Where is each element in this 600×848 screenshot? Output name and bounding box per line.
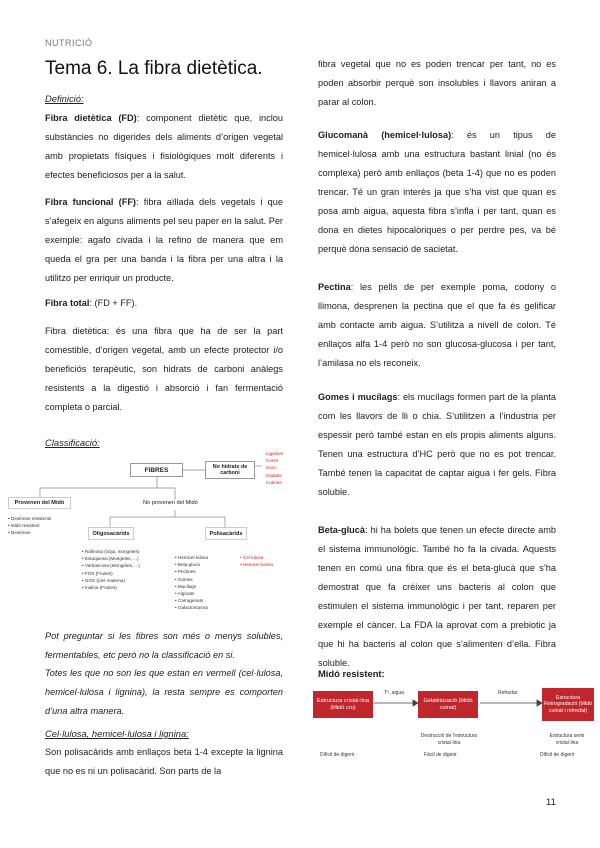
note-solubility: Pot preguntar si les fibres son més o menys solubles, fermentables, etc però no la classificació en si.	[45, 631, 283, 660]
definicio-heading: Definició:	[45, 93, 84, 104]
paragraph-gomes: Gomes i mucílags: els mucílags formen part de la planta com les llavors de lli o chia. S’utilitzen a l’industria per espessir però també estan en els propis aliments alguns. Tenen una estructura d’HC però que no es pot trencar. També tenen la capacitat de captar aigua i fer gels. Fibra soluble.	[318, 392, 556, 497]
label-semi-crystalline: Estructura semi cristal·lina	[549, 733, 585, 747]
note-red-fibres: Totes les que no son les que estan en vermell (cel·lulosa, hemicel·lulosa i lignina), la resta sempre es comporten d’una altra manera.	[45, 668, 283, 716]
oligosacarids-list: • Rafinosa (Soja, mongetes) • Estaquiosa (Mongetes, ...) • Verbascosa (Mongetes, ...) • FOS (Fruites) • GOS (Llet materna) • Inulina (Fruites)	[82, 549, 140, 591]
no-provenen-label: No provenen del Midó	[143, 500, 198, 506]
no-hc-box: No hidrats de carboni	[205, 461, 255, 479]
classificacio-heading: Classificació:	[45, 437, 100, 448]
paragraph-fibra-dietetica-def: Fibra dietètica: és una fibra que ha de ser la part comestible, d’origen vegetal, amb un efecte protector i/o beneficiós terapèutic, son hidrats de carboni anàlegs resistents a la digestió i absorció i fan fermentació completa o parcial.	[45, 326, 283, 412]
polisacarids-list: • Hemicel·lulosa • Beta-glucà • Pectines • Gomes • Mucílags • Algínats • Carragenats • Galactomannà	[175, 555, 209, 611]
starch-box-crystalline: Estructura cristal·lina (Midó cru)	[313, 691, 373, 718]
page-title: Tema 6. La fibra dietètica.	[45, 58, 263, 79]
arrow-label-heat: Tº, aigua	[384, 690, 404, 696]
fibres-box: FIBRES	[130, 463, 183, 477]
paragraph-cellulosa: Son polisacàrids amb enllaços beta 1-4 excepte la lignina que no es ni un polisacàrid. Son parts de la	[45, 747, 283, 776]
paragraph-beta-gluca: Beta-glucà: hi ha bolets que tenen un efecte directe amb el sistema immunològic. També ho fa la civada. Aquests tenen en comú una fibra que és el beta-glucà que s’ha demostrat que fa créixer uns bacteris al colon que estimulen el sistema immunològic i per tant, reparen per exemple el càncer. La FDA la aprovat com a prebiotic ja que hi ha bacteris al colon que s’alimenten d’ella. Fibra soluble.	[318, 525, 556, 668]
page-number: 11	[546, 797, 556, 808]
provenen-list: • Dextrines resistents • Midó resistent • Dextrines	[8, 516, 52, 536]
label-easy: Fàcil de digerir	[424, 752, 457, 758]
no-hc-list: Lignines Ceres Suro Oxalats Cutines	[266, 451, 284, 485]
oligosacarids-box: Oligosacàrids	[88, 527, 134, 540]
label-destruction: Destrucció de l’estructura cristal·lina	[420, 733, 478, 747]
arrow-label-cool: Refredar	[498, 690, 518, 696]
polisacarids-red-list: • Cel·lulosa • Hemicel·lulosa	[240, 555, 274, 568]
paragraph-fibra-funcional: Fibra funcional (FF): fibra aïllada dels vegetals i que s’afegeix en alguns aliments pel seu paper en la salut. Per exemple: agafo civada i la refino de manera que em queda el gra per una banda i la fibra per una altra i la utilitzo per enriquir un producte.	[45, 197, 283, 283]
starch-box-retrogradation: Estructura Retrogradació (Midó cuinat i refredat)	[542, 688, 594, 721]
starch-box-gelatinization: Gelatinització (Midó cuinat)	[418, 691, 478, 718]
paragraph-pectina: Pectina: les pells de per exemple poma, codony o llimona, desprenen la pectina que el que fa és gelificar amb contacte amb aigua. S’utilitza a nivell de colon. Té enllaços alfa 1-4 però no son glucosa-glucosa i per tant, l’amilasa no els reconeix.	[318, 282, 556, 368]
paragraph-fibra-total: Fibra total: (FD + FF).	[45, 298, 138, 308]
provenen-box: Provenen del Midó	[8, 497, 71, 509]
polisacarids-box: Polisacàrids	[205, 527, 247, 540]
paragraph-cellulosa-cont: fibra vegetal que no es poden trencar per tant, no es poden absorbir perquè son insolubles i llavors aniran a parar al colon.	[318, 59, 556, 107]
label-difficult-2: Difícil de digerir	[540, 752, 575, 758]
label-difficult-1: Difícil de digerir	[320, 752, 355, 758]
paragraph-glucomanna: Glucomanà (hemicel·lulosa): és un tipus de hemicel·lulosa amb una estructura bastant linial (no és complexa) però amb enllaços (beta 1-4) que no es poden trencar. Té un gran interès ja que s’ha vist que quan es posa amb aigua, aquesta fibra s’infla i per tant, quan es dona en dietes hipocalòriques o per perdre pes, va bé perquè dóna sensació de sacietat.	[318, 130, 557, 254]
section-header: NUTRICIÓ	[45, 38, 93, 48]
mido-resistent-heading: Midó resistent:	[318, 668, 385, 679]
paragraph-fibra-dietetica: Fibra dietètica (FD): component dietètic que, inclou substàncies no digerides dels aliments d’origen vegetal amb propietats físiques i fisiològiques molt diferents i efectes beneficiosos per a la salut.	[45, 113, 283, 180]
cellulosa-heading: Cel·lulosa, hemicel·lulosa i lignina:	[45, 728, 189, 739]
